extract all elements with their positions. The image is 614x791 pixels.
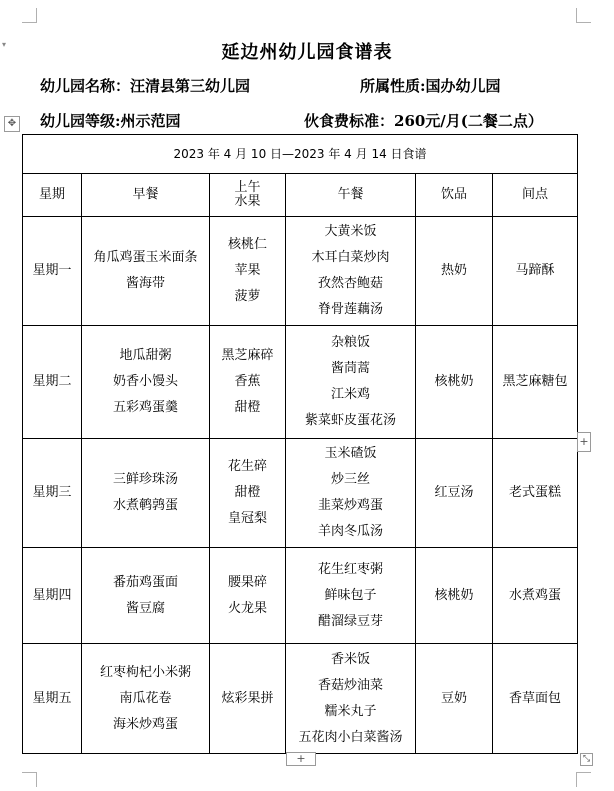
lunch-item: 醋溜绿豆芽 — [317, 613, 383, 629]
table-resize-icon[interactable]: ⤡ — [580, 753, 593, 766]
table-move-icon[interactable]: ✥ — [4, 116, 20, 132]
lunch-item: 酱茼蒿 — [330, 361, 370, 376]
table-row — [23, 326, 578, 439]
fruit-item: 腰果碎 — [227, 574, 267, 590]
fruit-item: 香蕉 — [234, 374, 261, 389]
snack-cell[interactable]: 老式蛋糕 — [493, 439, 578, 548]
snack-cell[interactable]: 黑芝麻糖包 — [493, 326, 578, 439]
fruit-cell[interactable] — [210, 326, 286, 439]
snack-cell[interactable]: 香草面包 — [493, 644, 578, 754]
lunch-item: 香菇炒油菜 — [317, 677, 383, 693]
breakfast-item: 五彩鸡蛋羹 — [112, 400, 178, 415]
breakfast-item: 酱海带 — [125, 276, 165, 291]
kindergarten-level: 幼儿园等级:州示范园 — [40, 112, 181, 130]
fruit-cell[interactable] — [210, 439, 286, 548]
table-row — [23, 217, 578, 326]
weekday-cell[interactable]: 星期四 — [23, 548, 82, 644]
breakfast-item: 角瓜鸡蛋玉米面条 — [93, 250, 198, 265]
breakfast-item: 海米炒鸡蛋 — [112, 716, 178, 732]
lunch-item: 五花肉小白菜酱汤 — [298, 729, 403, 745]
weekday-cell[interactable]: 星期二 — [23, 326, 82, 439]
fruit-item: 火龙果 — [227, 600, 267, 616]
page-corner-mark-top-left — [22, 8, 37, 23]
breakfast-item: 奶香小馒头 — [112, 374, 178, 389]
fruit-item: 甜橙 — [234, 485, 261, 500]
lunch-cell[interactable] — [286, 326, 416, 439]
drink-cell[interactable]: 豆奶 — [416, 644, 493, 754]
breakfast-item: 红枣枸杞小米粥 — [99, 664, 191, 680]
breakfast-item: 酱豆腐 — [125, 600, 165, 616]
fruit-cell[interactable] — [210, 644, 286, 754]
kindergarten-nature: 所属性质:国办幼儿园 — [360, 77, 501, 95]
lunch-item: 木耳白菜炒肉 — [311, 250, 390, 265]
breakfast-cell[interactable] — [82, 548, 210, 644]
header-lunch[interactable]: 午餐 — [286, 174, 416, 217]
date-range-row — [23, 135, 578, 174]
header-row — [23, 174, 578, 217]
breakfast-cell[interactable] — [82, 439, 210, 548]
header-morning-fruit[interactable] — [210, 174, 286, 217]
breakfast-item: 水煮鹌鹑蛋 — [112, 498, 178, 513]
add-column-plus-icon[interactable]: + — [577, 432, 591, 452]
fruit-item: 苹果 — [234, 263, 261, 278]
lunch-item: 杂粮饭 — [330, 335, 370, 350]
fruit-item: 花生碎 — [227, 459, 267, 474]
lunch-item: 香米饭 — [330, 651, 370, 667]
fruit-cell[interactable] — [210, 217, 286, 326]
breakfast-cell[interactable] — [82, 644, 210, 754]
add-row-plus-icon[interactable]: + — [286, 752, 316, 766]
table-row — [23, 644, 578, 754]
snack-cell[interactable]: 水煮鸡蛋 — [493, 548, 578, 644]
lunch-item: 大黄米饭 — [324, 224, 377, 239]
table-row — [23, 439, 578, 548]
drink-cell[interactable]: 红豆汤 — [416, 439, 493, 548]
drink-cell[interactable]: 核桃奶 — [416, 548, 493, 644]
page-corner-mark-bottom-right — [576, 772, 591, 787]
lunch-cell[interactable] — [286, 439, 416, 548]
fruit-item: 甜橙 — [234, 400, 261, 415]
breakfast-item: 南瓜花卷 — [119, 690, 172, 706]
drink-cell[interactable]: 核桃奶 — [416, 326, 493, 439]
breakfast-cell[interactable] — [82, 217, 210, 326]
fruit-item: 炫彩果拼 — [221, 690, 274, 706]
fruit-item: 核桃仁 — [227, 237, 267, 252]
lunch-cell[interactable] — [286, 217, 416, 326]
lunch-item: 孜然杏鲍菇 — [317, 276, 383, 291]
lunch-item: 江米鸡 — [330, 387, 370, 402]
lunch-item: 炒三丝 — [330, 472, 370, 487]
header-morning-fruit-line1: 上午 — [234, 180, 261, 195]
weekday-cell[interactable]: 星期一 — [23, 217, 82, 326]
menu-table — [22, 134, 578, 754]
drink-cell[interactable]: 热奶 — [416, 217, 493, 326]
margin-marker-icon: ▾ — [2, 40, 7, 49]
fruit-cell[interactable] — [210, 548, 286, 644]
lunch-item: 鲜味包子 — [324, 587, 377, 603]
page-corner-mark-top-right — [576, 8, 591, 23]
lunch-item: 糯米丸子 — [324, 703, 377, 719]
lunch-item: 玉米碴饭 — [324, 446, 377, 461]
breakfast-cell[interactable] — [82, 326, 210, 439]
page-corner-mark-bottom-left — [22, 772, 37, 787]
snack-cell[interactable]: 马蹄酥 — [493, 217, 578, 326]
lunch-cell[interactable] — [286, 548, 416, 644]
weekday-cell[interactable]: 星期五 — [23, 644, 82, 754]
lunch-item: 花生红枣粥 — [317, 561, 383, 577]
breakfast-item: 三鲜珍珠汤 — [112, 472, 178, 487]
header-breakfast[interactable]: 早餐 — [82, 174, 210, 217]
page-title: 延边州幼儿园食谱表 — [221, 42, 393, 63]
fruit-item: 皇冠梨 — [227, 511, 267, 526]
weekday-cell[interactable]: 星期三 — [23, 439, 82, 548]
meal-fee-standard: 伙食费标准：260元/月(二餐二点） — [304, 112, 543, 130]
breakfast-item: 番茄鸡蛋面 — [112, 574, 178, 590]
header-morning-fruit-line2: 水果 — [234, 194, 261, 209]
lunch-item: 羊肉冬瓜汤 — [317, 524, 383, 539]
date-range-cell[interactable]: 2023 年 4 月 10 日—2023 年 4 月 14 日食谱 — [23, 135, 578, 174]
fruit-item: 黑芝麻碎 — [221, 348, 274, 363]
lunch-item: 紫菜虾皮蛋花汤 — [304, 413, 396, 428]
header-drink[interactable]: 饮品 — [416, 174, 493, 217]
header-weekday[interactable]: 星期 — [23, 174, 82, 217]
lunch-cell[interactable] — [286, 644, 416, 754]
breakfast-item: 地瓜甜粥 — [119, 348, 172, 363]
lunch-item: 脊骨莲藕汤 — [317, 302, 383, 317]
fruit-item: 菠萝 — [234, 289, 261, 304]
lunch-item: 韭菜炒鸡蛋 — [317, 498, 383, 513]
header-snack[interactable]: 间点 — [493, 174, 578, 217]
table-row — [23, 548, 578, 644]
kindergarten-name: 幼儿园名称：汪清县第三幼儿园 — [40, 77, 251, 95]
